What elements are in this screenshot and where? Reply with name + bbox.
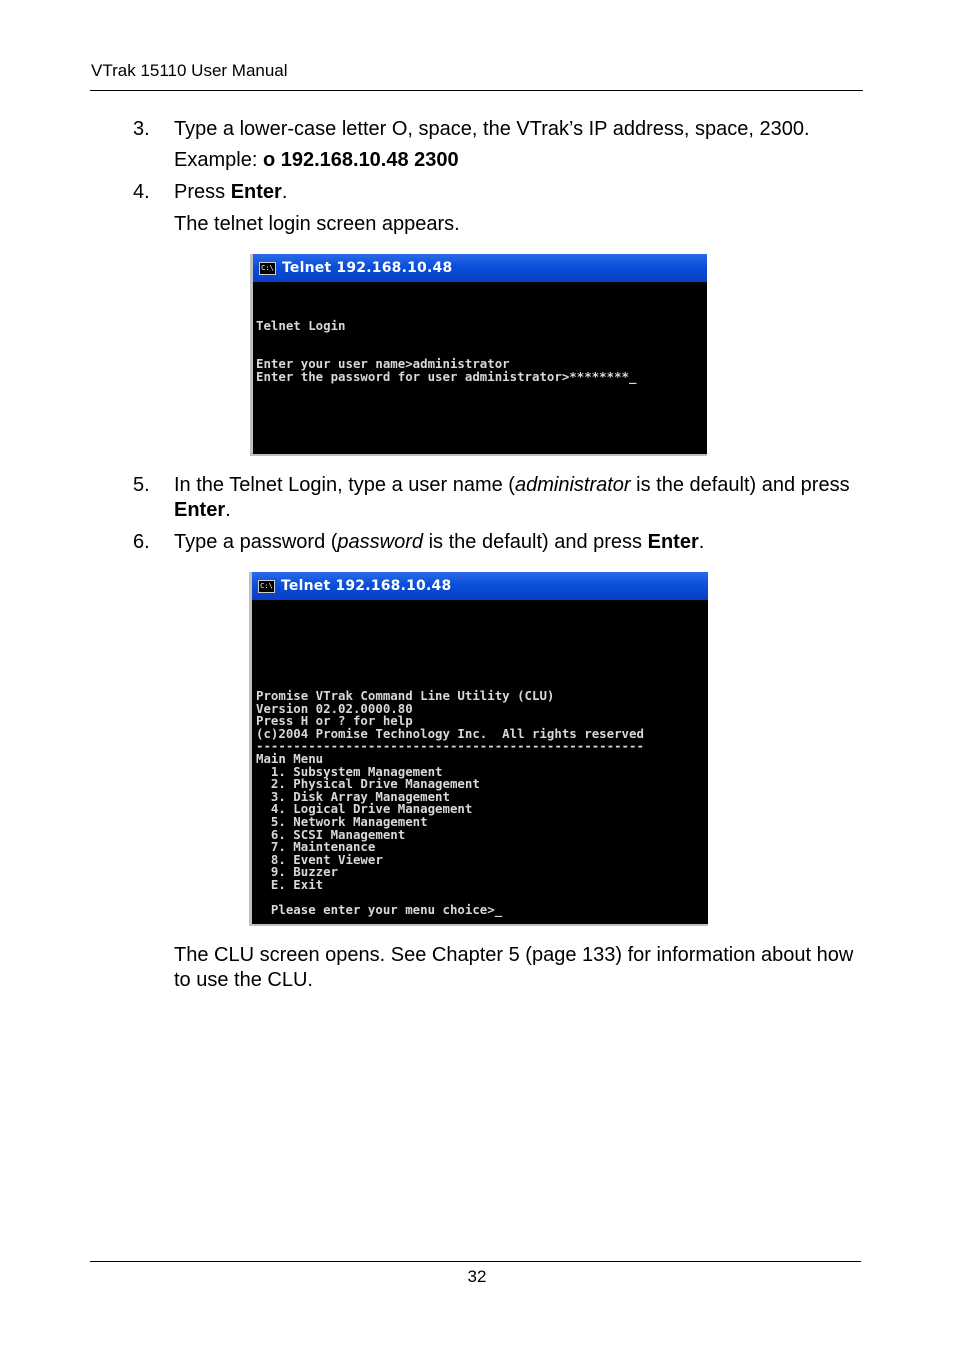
step-number: 6. [133,531,150,553]
terminal-output: Promise VTrak Command Line Utility (CLU) Version 02.02.0000.80 Press H or ? for help (c)2004 Promise Technology Inc. All rights reserved ---------------------------------------------------- Main Menu 1. Subsystem Management 2. Physical Drive Management 3. Disk Array Management 4. Logical Drive Management 5. Network Management 6. SCSI Management 7. Maintenance 8. Event Viewer 9. Buzzer E. Exit Please enter your menu choice>_ [256,688,644,918]
example-label: Example: [174,149,263,171]
step-number: 5. [133,474,150,496]
telnet-login-screenshot [250,254,707,456]
text-run: . [698,531,705,553]
header-rule [90,90,863,91]
clu-main-menu-screenshot [249,572,708,926]
page-number: 32 [467,1267,487,1286]
text-run: Type a password ( [174,531,338,553]
text-run: . [281,181,288,203]
step-4-text [174,180,864,205]
window-titlebar [252,572,708,600]
step-5-text [174,473,864,523]
key-enter: Enter [230,181,282,203]
text-run: . [225,499,231,521]
example-command: o 192.168.10.48 2300 [262,149,459,171]
step-3-text: Type a lower-case letter O, space, the VTrak’s IP address, space, 2300. [174,118,810,140]
step-3-example [174,148,864,173]
text-run: In the Telnet Login, type a user name ( [174,474,515,496]
step-number: 4. [133,181,150,203]
default-username: administrator [514,474,631,496]
key-enter: Enter [174,499,226,521]
closing-paragraph: The CLU screen opens. See Chapter 5 (page 133) for information about how to use the CLU. [174,944,854,991]
text-run: is the default) and press [630,474,850,496]
window-titlebar [253,254,707,282]
text-run: Press [174,181,231,203]
console-icon: C:\ [258,580,275,593]
step-number: 3. [133,118,150,140]
running-header: VTrak 15110 User Manual [91,61,288,80]
key-enter: Enter [647,531,699,553]
step-6-text [174,530,864,555]
text-run: is the default) and press [423,531,648,553]
default-password: password [337,531,424,553]
step-4-note: The telnet login screen appears. [174,213,460,235]
terminal-output: Telnet Login Enter your user name>administrator Enter the password for user administrator>********_ [256,318,637,384]
footer-rule [90,1261,861,1262]
console-icon: C:\ [259,262,276,275]
window-title: Telnet 192.168.10.48 [282,260,453,276]
window-title: Telnet 192.168.10.48 [281,578,452,594]
